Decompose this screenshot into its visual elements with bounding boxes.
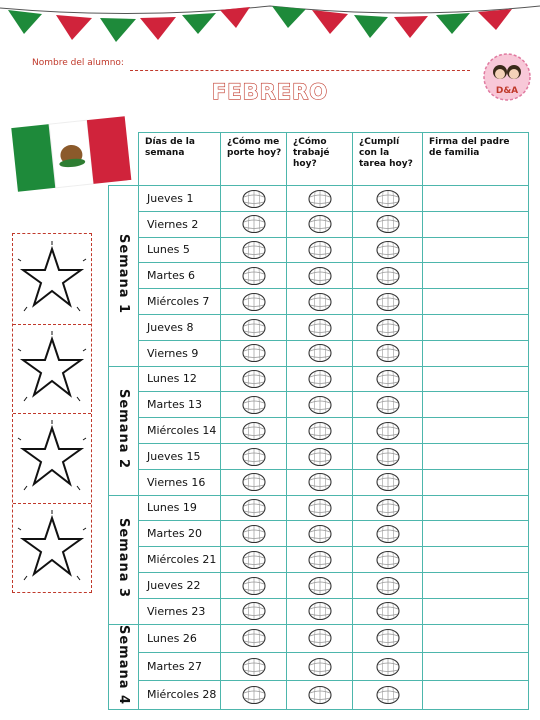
blank-face-icon[interactable] [241,421,267,441]
parent-signature-cell[interactable] [423,572,529,598]
blank-face-icon[interactable] [307,576,333,596]
star-cell [13,503,91,593]
work-face-cell[interactable] [287,211,353,237]
table-row [109,469,529,495]
day-label: Jueves 8 [139,314,221,340]
star-cell [13,413,91,504]
table-row [109,598,529,624]
homework-face-cell[interactable] [353,681,423,709]
blank-face-icon[interactable] [241,685,267,705]
star-icon [17,420,87,494]
week-label: Semana 1 [116,233,131,314]
week-label: Semana 4 [116,624,131,705]
behavior-face-cell[interactable] [221,211,287,237]
blank-face-icon[interactable] [307,240,333,260]
homework-face-cell[interactable] [353,186,423,212]
week-cell [109,624,139,709]
week-cell [109,186,139,367]
day-label: Viernes 2 [139,211,221,237]
homework-face-cell[interactable] [353,289,423,315]
table-row [109,652,529,680]
behavior-face-cell[interactable] [221,366,287,392]
table-row [109,624,529,652]
student-name-field[interactable] [130,70,470,71]
blank-face-icon[interactable] [375,266,401,286]
table-row [109,237,529,263]
day-label: Lunes 12 [139,366,221,392]
blank-face-icon[interactable] [307,498,333,518]
behavior-face-cell[interactable] [221,289,287,315]
blank-face-icon[interactable] [375,628,401,648]
blank-face-icon[interactable] [375,343,401,363]
blank-face-icon[interactable] [375,524,401,544]
blank-face-icon[interactable] [307,214,333,234]
parent-signature-cell[interactable] [423,681,529,709]
day-label: Jueves 22 [139,572,221,598]
blank-face-icon[interactable] [375,318,401,338]
week-cell [109,495,139,624]
parent-signature-cell[interactable] [423,263,529,289]
star-cell [13,324,91,415]
blank-face-icon[interactable] [307,189,333,209]
blank-face-icon[interactable] [307,343,333,363]
blank-face-icon[interactable] [375,421,401,441]
blank-face-icon[interactable] [375,576,401,596]
work-face-cell[interactable] [287,681,353,709]
homework-face-cell[interactable] [353,624,423,652]
table-row [109,289,529,315]
day-label: Jueves 15 [139,443,221,469]
header-work: ¿Cómo trabajé hoy? [287,133,353,186]
blank-face-icon[interactable] [307,292,333,312]
table-row [109,681,529,709]
behavior-face-cell[interactable] [221,418,287,444]
blank-face-icon[interactable] [241,318,267,338]
parent-signature-cell[interactable] [423,495,529,521]
homework-face-cell[interactable] [353,572,423,598]
blank-face-icon[interactable] [307,550,333,570]
table-row [109,366,529,392]
star-icon [17,510,87,584]
day-label: Martes 6 [139,263,221,289]
blank-face-icon[interactable] [307,657,333,677]
blank-face-icon[interactable] [241,576,267,596]
day-label: Martes 20 [139,521,221,547]
day-label: Miércoles 28 [139,681,221,709]
homework-face-cell[interactable] [353,314,423,340]
day-label: Lunes 26 [139,624,221,652]
header-spacer [109,133,139,186]
blank-face-icon[interactable] [375,472,401,492]
logo-text: D&A [495,86,519,96]
day-label: Lunes 5 [139,237,221,263]
blank-face-icon[interactable] [375,214,401,234]
blank-face-icon[interactable] [241,292,267,312]
work-face-cell[interactable] [287,418,353,444]
homework-face-cell[interactable] [353,652,423,680]
blank-face-icon[interactable] [241,472,267,492]
blank-face-icon[interactable] [307,685,333,705]
blank-face-icon[interactable] [241,628,267,648]
behavior-face-cell[interactable] [221,314,287,340]
blank-face-icon[interactable] [307,369,333,389]
blank-face-icon[interactable] [241,601,267,621]
homework-face-cell[interactable] [353,521,423,547]
behavior-face-cell[interactable] [221,624,287,652]
blank-face-icon[interactable] [375,685,401,705]
homework-face-cell[interactable] [353,340,423,366]
parent-signature-cell[interactable] [423,392,529,418]
week-cell [109,366,139,495]
table-row [109,340,529,366]
homework-face-cell[interactable] [353,598,423,624]
parent-signature-cell[interactable] [423,624,529,652]
parent-signature-cell[interactable] [423,418,529,444]
behavior-face-cell[interactable] [221,598,287,624]
blank-face-icon[interactable] [241,343,267,363]
table-row [109,443,529,469]
behavior-face-cell[interactable] [221,495,287,521]
behavior-face-cell[interactable] [221,443,287,469]
parent-signature-cell[interactable] [423,289,529,315]
behavior-face-cell[interactable] [221,547,287,573]
parent-signature-cell[interactable] [423,652,529,680]
table-row [109,211,529,237]
behavior-face-cell[interactable] [221,186,287,212]
behavior-face-cell[interactable] [221,572,287,598]
homework-face-cell[interactable] [353,263,423,289]
table-row [109,392,529,418]
header-parent-signature: Firma del padre de familia [423,133,529,186]
week-label: Semana 3 [116,517,131,598]
table-row [109,418,529,444]
parent-signature-cell[interactable] [423,340,529,366]
star-icon [17,331,87,405]
work-face-cell[interactable] [287,652,353,680]
star-cell [13,234,91,325]
table-row [109,572,529,598]
day-label: Viernes 16 [139,469,221,495]
work-face-cell[interactable] [287,263,353,289]
blank-face-icon[interactable] [241,524,267,544]
homework-face-cell[interactable] [353,366,423,392]
star-icon [17,241,87,315]
work-face-cell[interactable] [287,340,353,366]
behavior-face-cell[interactable] [221,469,287,495]
work-face-cell[interactable] [287,443,353,469]
work-face-cell[interactable] [287,624,353,652]
day-label: Jueves 1 [139,186,221,212]
blank-face-icon[interactable] [241,657,267,677]
homework-face-cell[interactable] [353,237,423,263]
blank-face-icon[interactable] [307,421,333,441]
table-row [109,521,529,547]
blank-face-icon[interactable] [307,601,333,621]
blank-face-icon[interactable] [241,369,267,389]
header-days: Días de la semana [139,133,221,186]
parent-signature-cell[interactable] [423,598,529,624]
parent-signature-cell[interactable] [423,443,529,469]
behavior-face-cell[interactable] [221,392,287,418]
blank-face-icon[interactable] [307,447,333,467]
homework-face-cell[interactable] [353,495,423,521]
work-face-cell[interactable] [287,572,353,598]
week-label: Semana 2 [116,388,131,469]
work-face-cell[interactable] [287,598,353,624]
parent-signature-cell[interactable] [423,237,529,263]
work-face-cell[interactable] [287,495,353,521]
day-label: Miércoles 21 [139,547,221,573]
blank-face-icon[interactable] [375,369,401,389]
blank-face-icon[interactable] [241,447,267,467]
attendance-table [108,132,529,710]
blank-face-icon[interactable] [241,266,267,286]
blank-face-icon[interactable] [375,395,401,415]
homework-face-cell[interactable] [353,392,423,418]
blank-face-icon[interactable] [375,657,401,677]
blank-face-icon[interactable] [307,524,333,544]
behavior-face-cell[interactable] [221,237,287,263]
blank-face-icon[interactable] [307,472,333,492]
blank-face-icon[interactable] [375,447,401,467]
blank-face-icon[interactable] [241,189,267,209]
work-face-cell[interactable] [287,366,353,392]
blank-face-icon[interactable] [375,189,401,209]
homework-face-cell[interactable] [353,469,423,495]
blank-face-icon[interactable] [241,395,267,415]
work-face-cell[interactable] [287,547,353,573]
work-face-cell[interactable] [287,469,353,495]
behavior-face-cell[interactable] [221,263,287,289]
day-label: Viernes 9 [139,340,221,366]
day-label: Viernes 23 [139,598,221,624]
homework-face-cell[interactable] [353,418,423,444]
work-face-cell[interactable] [287,392,353,418]
blank-face-icon[interactable] [375,240,401,260]
parent-signature-cell[interactable] [423,521,529,547]
blank-face-icon[interactable] [241,498,267,518]
decorative-stars-panel [12,233,92,593]
table-header-row [109,133,529,186]
header-homework: ¿Cumplí con la tarea hoy? [353,133,423,186]
day-label: Miércoles 14 [139,418,221,444]
day-label: Martes 27 [139,652,221,680]
behavior-face-cell[interactable] [221,681,287,709]
day-label: Martes 13 [139,392,221,418]
blank-face-icon[interactable] [375,601,401,621]
homework-face-cell[interactable] [353,443,423,469]
blank-face-icon[interactable] [241,240,267,260]
table-row [109,263,529,289]
header-behavior: ¿Cómo me porte hoy? [221,133,287,186]
blank-face-icon[interactable] [307,318,333,338]
behavior-face-cell[interactable] [221,652,287,680]
day-label: Lunes 19 [139,495,221,521]
table-row [109,495,529,521]
work-face-cell[interactable] [287,521,353,547]
behavior-face-cell[interactable] [221,521,287,547]
blank-face-icon[interactable] [241,214,267,234]
parent-signature-cell[interactable] [423,366,529,392]
homework-face-cell[interactable] [353,211,423,237]
table-row [109,186,529,212]
table-body [109,186,529,710]
parent-signature-cell[interactable] [423,547,529,573]
work-face-cell[interactable] [287,289,353,315]
blank-face-icon[interactable] [375,292,401,312]
month-title: FEBRERO [211,80,329,104]
parent-signature-cell[interactable] [423,211,529,237]
blank-face-icon[interactable] [375,550,401,570]
parent-signature-cell[interactable] [423,186,529,212]
blank-face-icon[interactable] [375,498,401,518]
homework-face-cell[interactable] [353,547,423,573]
table-row [109,547,529,573]
blank-face-icon[interactable] [307,266,333,286]
work-face-cell[interactable] [287,237,353,263]
blank-face-icon[interactable] [241,550,267,570]
behavior-face-cell[interactable] [221,340,287,366]
work-face-cell[interactable] [287,186,353,212]
parent-signature-cell[interactable] [423,469,529,495]
table-row [109,314,529,340]
parent-signature-cell[interactable] [423,314,529,340]
blank-face-icon[interactable] [307,395,333,415]
day-label: Miércoles 7 [139,289,221,315]
work-face-cell[interactable] [287,314,353,340]
student-name-label: Nombre del alumno: [32,58,124,68]
pennant-bunting [0,0,540,46]
blank-face-icon[interactable] [307,628,333,648]
